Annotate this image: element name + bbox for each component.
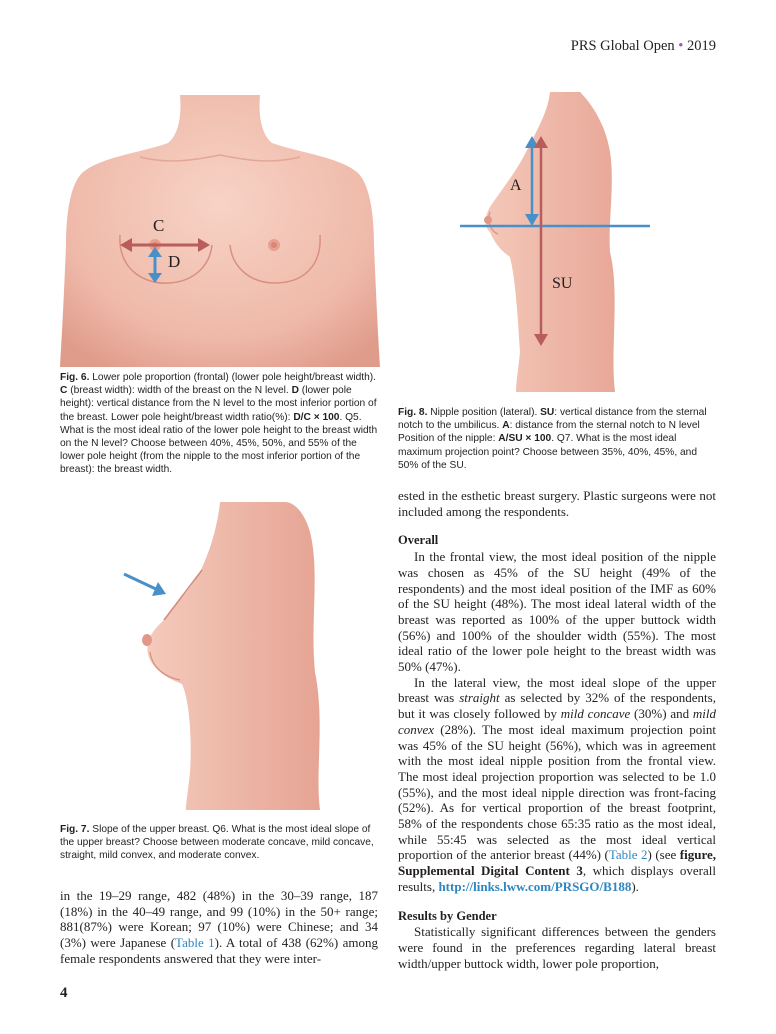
fig6-caption-d: D: [291, 385, 299, 397]
header-separator: •: [678, 38, 684, 54]
fig8-caption-su: SU: [540, 407, 555, 418]
fig6-caption-text: (breast width): width of the breast on the N level.: [67, 385, 292, 397]
supplemental-url-link[interactable]: http://links.lww.com/PRSGO/B188: [438, 878, 632, 894]
right-column-text: [398, 488, 716, 971]
fig8-caption-a: A: [502, 420, 510, 432]
right-paragraph-1: In the frontal view, the most ideal position of the nipple was chosen as 45% of the SU height (49% of the respondents) and the most ideal position of the IMF as 60% of the SU height (48%). The most ideal lateral width of the breast was reported as 100% of the upper buttock width (56%) and 100% of the shoulder width (55%). The most ideal ratio of the lower pole height to the breast width was 50% (47%).: [398, 549, 716, 675]
running-header: [571, 38, 716, 55]
fig6-caption-ratio: D/C × 100: [293, 411, 340, 423]
text-run: ). A total of 438 (62%) among female respondents answered that they were inter-: [60, 935, 378, 966]
section-heading-overall: Overall: [398, 533, 439, 548]
fig8-caption-text: . Q7. What is the most ideal maximum projection point? Choose between 35%, 40%, 45%, and 50% of the SU.: [398, 433, 698, 471]
text-run: (30%) and: [630, 706, 693, 722]
text-run: ) (see: [647, 847, 680, 863]
fig7-caption: [60, 823, 382, 863]
text-run: as selected by 32% of the respondents, but it was closely followed by: [398, 690, 716, 722]
fig6-caption-c: C: [60, 385, 68, 397]
left-paragraph: [60, 888, 378, 967]
fig8-caption-text: Nipple position (lateral).: [427, 407, 541, 418]
section-heading-gender: Results by Gender: [398, 908, 497, 923]
fig6-caption-text: (lower pole height): vertical distance from the N level to the most inferior portion of the breast. Lower pole height/breast width ratio(%):: [60, 385, 377, 423]
text-run: (28%). The most ideal maximum projection point was 45% of the SU height (56%), which was in agreement with the most ideal nipple position from the frontal view. The most ideal projection proportion was selected to be 1.0 (55%), and the most ideal nipple direction was front-facing (52%). As for vertical proportion of the breast footprint, 58% of the respondents chose 65:35 ratio as the most ideal, while 55:45 was selected as the most ideal vertical proportion of the anterior breast (44%) (: [398, 721, 716, 863]
journal-name: PRS Global Open: [570, 38, 675, 54]
fig7-illustration: [120, 502, 340, 810]
table-2-link[interactable]: Table 2: [608, 847, 648, 863]
supplemental-content-ref: figure, Supplemental Digital Content 3: [398, 847, 717, 879]
fig6-label: Fig. 6.: [60, 372, 90, 383]
fig6-caption-text: . Q5. What is the most ideal ratio of the lower pole height to the breast width on the N level? Choose between 40%, 45%, 50%, and 55% of the lower pole height (from the nipple to the most inferior portion of the breast): the breast width.: [60, 411, 378, 476]
fig8-caption: [398, 406, 716, 472]
label-c: C: [153, 216, 165, 235]
fig8-label: Fig. 8.: [398, 407, 428, 418]
fig8-illustration: [460, 92, 655, 392]
label-d: D: [168, 252, 181, 271]
fig7-caption-text: Slope of the upper breast. Q6. What is the most ideal slope of the upper breast? Choose between moderate concave, mild concave, straight, mild convex, and moderate convex.: [60, 824, 374, 862]
text-run: in the 19–29 range, 482 (48%) in the 30–39 range, 187 (18%) in the 40–49 range, and 99 (10%) in the 50+ range; 881(87%) were Korean; 97 (10%) were Chinese; and 34 (3%) were Japanese (: [60, 888, 378, 951]
text-run: In the lateral view, the most ideal slope of the upper breast was: [398, 674, 716, 706]
right-paragraph-2: [398, 675, 716, 895]
fig8-caption-text: : vertical distance from the sternal notch to the umbilicus.: [398, 407, 707, 432]
text-run: ).: [631, 878, 639, 894]
label-a: A: [510, 177, 522, 194]
label-su: SU: [552, 275, 573, 292]
text-italic: straight: [459, 690, 500, 706]
fig7-label: Fig. 7.: [60, 824, 90, 835]
header-year: 2019: [687, 38, 716, 54]
page-number: 4: [60, 985, 68, 1001]
text-italic: mild convex: [398, 706, 716, 737]
text-italic: mild concave: [560, 706, 631, 722]
fig6-illustration: [60, 95, 380, 367]
right-paragraph-3: Statistically significant differences between the genders were found in the preferences regarding lateral breast width/upper buttock width, lower pole proportion,: [398, 924, 716, 971]
fig6-caption: [60, 371, 382, 477]
right-paragraph-0: ested in the esthetic breast surgery. Plastic surgeons were not included among the respondents.: [398, 488, 716, 519]
fig8-caption-text: : distance from the sternal notch to N level Position of the nipple:: [398, 420, 700, 445]
table-1-link[interactable]: Table 1: [175, 935, 215, 951]
text-run: , which displays overall results,: [398, 863, 716, 894]
left-column-text: [60, 888, 378, 967]
slope-pointer-arrow: [124, 574, 166, 596]
fig6-caption-text: Lower pole proportion (frontal) (lower pole height/breast width).: [89, 372, 376, 383]
fig8-caption-ratio: A/SU × 100: [498, 433, 552, 445]
